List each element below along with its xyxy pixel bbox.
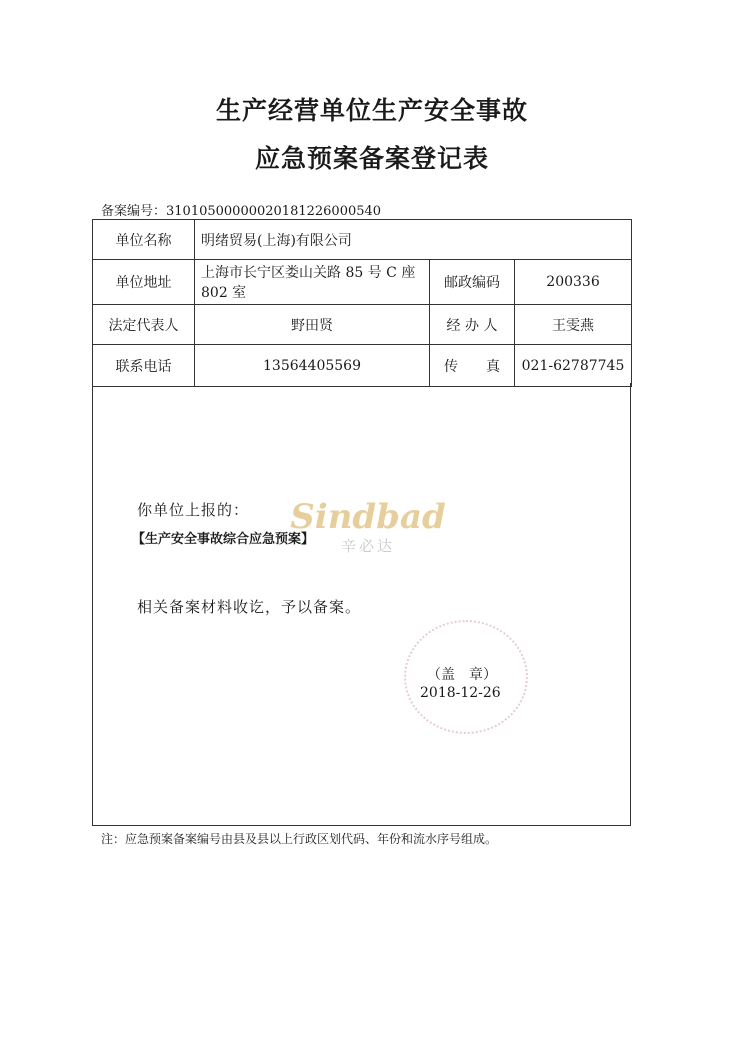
reply-line1: 你单位上报的： xyxy=(137,501,250,519)
fax-value: 021-62787745 xyxy=(515,345,632,387)
table-row xyxy=(93,220,632,260)
legal-rep-label: 法定代表人 xyxy=(93,305,195,345)
reply-line3: 相关备案材料收讫，予以备案。 xyxy=(137,598,362,616)
handler-value: 王雯燕 xyxy=(515,305,632,345)
seal-label: （盖 章） xyxy=(427,667,497,683)
address-label: 单位地址 xyxy=(93,260,195,305)
legal-rep-value: 野田贤 xyxy=(195,305,430,345)
document-title-line1: 生产经营单位生产安全事故 xyxy=(215,96,528,125)
address-value: 上海市长宁区娄山关路 85 号 C 座 802 室 xyxy=(195,260,430,305)
fax-label: 传 真 xyxy=(430,345,515,387)
table-row xyxy=(93,260,632,305)
phone-label: 联系电话 xyxy=(93,345,195,387)
registration-table xyxy=(92,219,632,387)
table-row xyxy=(93,345,632,387)
postcode-label: 邮政编码 xyxy=(430,260,515,305)
footnote: 注：应急预案备案编号由县及县以上行政区划代码、年份和流水序号组成。 xyxy=(101,832,498,846)
seal-date: 2018-12-26 xyxy=(420,685,501,701)
unit-name-label: 单位名称 xyxy=(93,220,195,260)
plan-name: 【生产安全事故综合应急预案】 xyxy=(132,532,315,547)
table-row xyxy=(93,305,632,345)
watermark xyxy=(268,497,468,567)
watermark-sub: 辛必达 xyxy=(340,537,395,555)
handler-label: 经 办 人 xyxy=(430,305,515,345)
registration-number: 备案编号：31010500000020181226000540 xyxy=(101,204,382,219)
document-title-line2: 应急预案备案登记表 xyxy=(254,144,489,173)
phone-value: 13564405569 xyxy=(195,345,430,387)
unit-name-value: 明绪贸易(上海)有限公司 xyxy=(195,220,632,260)
watermark-brand: Sindbad xyxy=(290,497,446,537)
postcode-value: 200336 xyxy=(515,260,632,305)
